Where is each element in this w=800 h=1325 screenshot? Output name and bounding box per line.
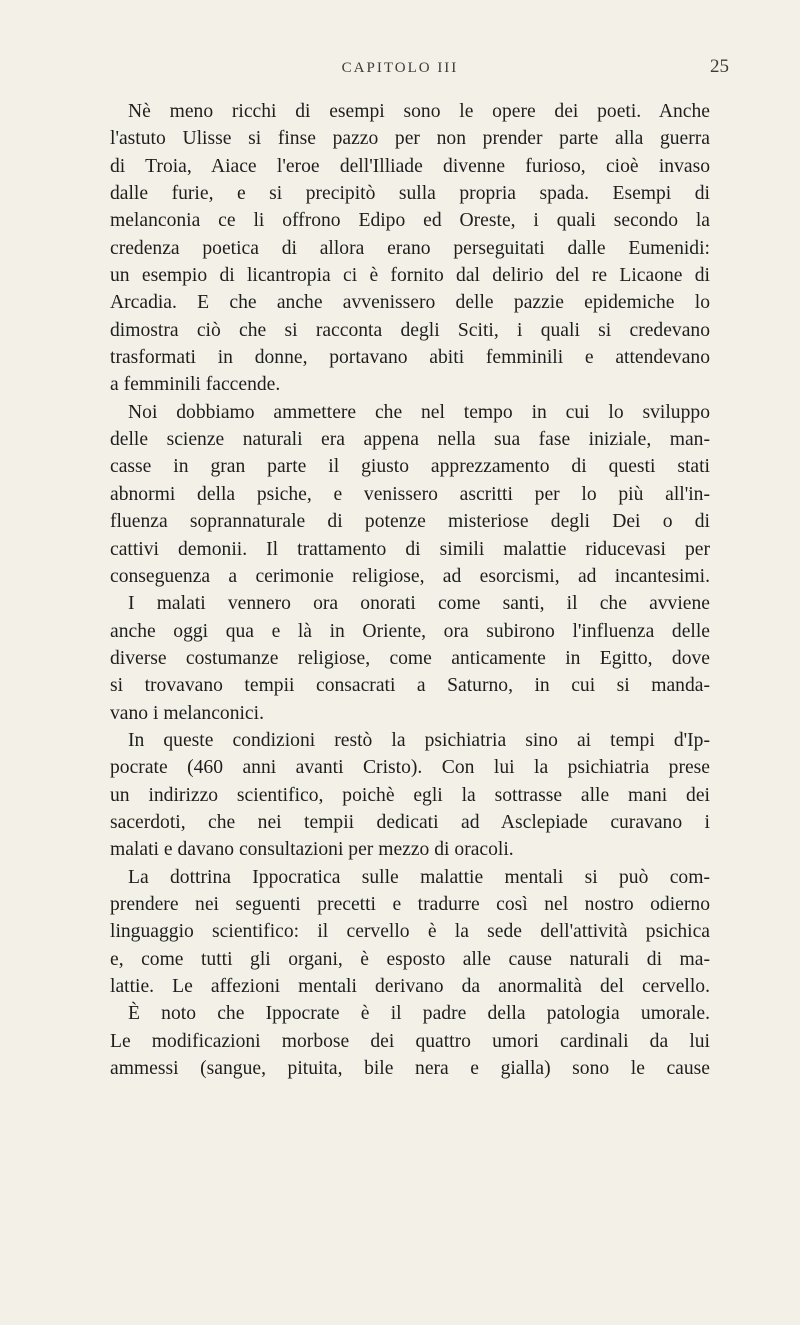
- text-line: La dottrina Ippocratica sulle malattie mentali si può com-: [128, 866, 710, 888]
- text-line: cattivi demonii. Il trattamento di simili malattie riducevasi per: [110, 538, 710, 560]
- text-line: dalle furie, e si precipitò sulla propria spada. Esempi di: [110, 183, 710, 205]
- text-line: l'astuto Ulisse si finse pazzo per non prender parte alla guerra: [110, 128, 710, 150]
- text-line: Arcadia. E che anche avvenissero delle pazzie epidemiche lo: [110, 292, 710, 314]
- text-line: fluenza soprannaturale di potenze misteriose degli Dei o di: [110, 511, 710, 533]
- text-line: credenza poetica di allora erano perseguitati dalle Eumenidi:: [110, 237, 710, 259]
- text-line: si trovavano tempii consacrati a Saturno, in cui si manda-: [110, 675, 710, 697]
- running-head: [0, 56, 800, 84]
- text-line: un indirizzo scientifico, poichè egli la sottrasse alle mani dei: [110, 784, 710, 806]
- text-line: È noto che Ippocrate è il padre della patologia umorale.: [128, 1003, 710, 1025]
- text-line: Noi dobbiamo ammettere che nel tempo in cui lo sviluppo: [128, 401, 710, 423]
- text-line: diverse costumanze religiose, come anticamente in Egitto, dove: [110, 647, 710, 669]
- text-line: Le modificazioni morbose dei quattro umori cardinali da lui: [110, 1030, 710, 1052]
- text-line: sacerdoti, che nei tempii dedicati ad Asclepiade curavano i: [110, 811, 710, 833]
- text-line: di Troia, Aiace l'eroe dell'Illiade divenne furioso, cioè invaso: [110, 155, 710, 177]
- text-line: melanconia ce li offrono Edipo ed Oreste, i quali secondo la: [110, 210, 710, 232]
- text-line: e, come tutti gli organi, è esposto alle cause naturali di ma-: [110, 948, 710, 970]
- text-line: trasformati in donne, portavano abiti femminili e attendevano: [110, 347, 710, 369]
- text-line: un esempio di licantropia ci è fornito dal delirio del re Licaone di: [110, 265, 710, 287]
- text-line: pocrate (460 anni avanti Cristo). Con lui la psichiatria prese: [110, 757, 710, 779]
- text-line: conseguenza a cerimonie religiose, ad esorcismi, ad incantesimi.: [110, 565, 710, 587]
- page-number: 25: [710, 56, 729, 77]
- text-line: anche oggi qua e là in Oriente, ora subirono l'influenza delle: [110, 620, 710, 642]
- chapter-title: CAPITOLO III: [341, 60, 459, 76]
- text-line: dimostra ciò che si racconta degli Sciti, i quali si credevano: [110, 319, 710, 341]
- text-line: malati e davano consultazioni per mezzo di oracoli.: [110, 839, 514, 861]
- text-line: delle scienze naturali era appena nella sua fase iniziale, man-: [110, 429, 710, 451]
- text-line: casse in gran parte il giusto apprezzamento di questi stati: [110, 456, 710, 478]
- text-line: In queste condizioni restò la psichiatria sino ai tempi d'Ip-: [128, 729, 710, 751]
- text-line: a femminili faccende.: [110, 374, 281, 396]
- text-line: vano i melanconici.: [110, 702, 264, 724]
- text-line: prendere nei seguenti precetti e tradurre così nel nostro odierno: [110, 893, 710, 915]
- text-line: ammessi (sangue, pituita, bile nera e gialla) sono le cause: [110, 1058, 710, 1080]
- text-line: abnormi della psiche, e venissero ascritti per lo più all'in-: [110, 483, 710, 505]
- body-text: [110, 98, 710, 1082]
- text-line: I malati vennero ora onorati come santi, il che avviene: [128, 593, 710, 615]
- text-line: lattie. Le affezioni mentali derivano da anormalità del cervello.: [110, 976, 710, 997]
- text-line: Nè meno ricchi di esempi sono le opere dei poeti. Anche: [128, 101, 710, 122]
- text-line: linguaggio scientifico: il cervello è la sede dell'attività psichica: [110, 921, 710, 943]
